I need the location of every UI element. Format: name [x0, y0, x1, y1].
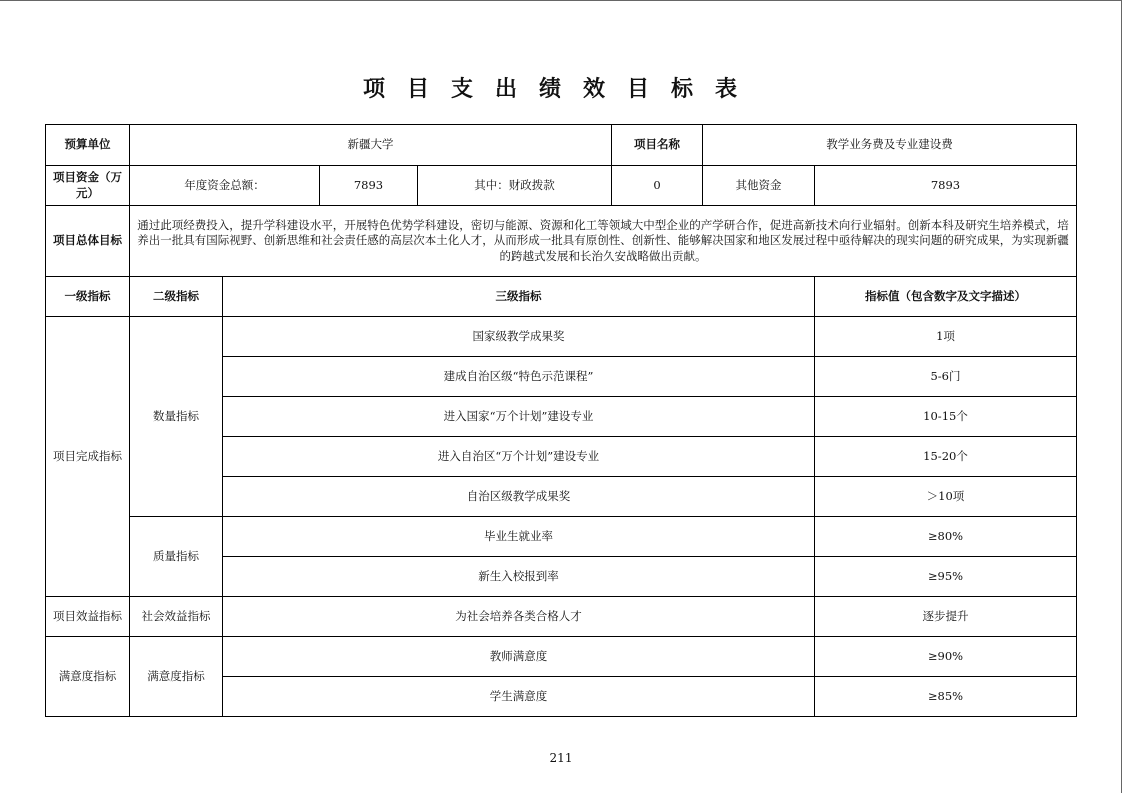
indicator-name: 自治区级教学成果奖 [223, 477, 815, 517]
satisfaction-level1-cell: 满意度指标 [46, 637, 130, 717]
performance-target-table [45, 124, 1077, 717]
overall-goal-row [46, 206, 1077, 277]
project-funds-row [46, 166, 1077, 206]
other-funds-value: 7893 [815, 166, 1077, 206]
column-header-row [46, 277, 1077, 317]
fiscal-appropriation-value: 0 [612, 166, 703, 206]
table-row [46, 317, 1077, 357]
other-funds-label: 其他资金 [703, 166, 815, 206]
project-name-label: 项目名称 [612, 125, 703, 166]
table-row [46, 517, 1077, 557]
quality-indicator-cell: 质量指标 [130, 517, 223, 597]
project-funds-label: 项目资金（万元） [46, 166, 130, 206]
completion-indicator-cell: 项目完成指标 [46, 317, 130, 597]
indicator-name: 为社会培养各类合格人才 [223, 597, 815, 637]
page-top-border [0, 0, 1121, 1]
indicator-name: 国家级教学成果奖 [223, 317, 815, 357]
indicator-value: 10-15个 [815, 397, 1077, 437]
indicator-value: ≥95% [815, 557, 1077, 597]
table-row [46, 597, 1077, 637]
indicator-value: 5-6门 [815, 357, 1077, 397]
indicator-value: ＞10项 [815, 477, 1077, 517]
indicator-value: 1项 [815, 317, 1077, 357]
social-benefit-cell: 社会效益指标 [130, 597, 223, 637]
indicator-value: ≥90% [815, 637, 1077, 677]
level2-header: 二级指标 [130, 277, 223, 317]
value-header: 指标值（包含数字及文字描述） [815, 277, 1077, 317]
budget-unit-value: 新疆大学 [130, 125, 612, 166]
indicator-value: ≥85% [815, 677, 1077, 717]
quantity-indicator-cell: 数量指标 [130, 317, 223, 517]
budget-unit-row [46, 125, 1077, 166]
indicator-name: 进入自治区“万个计划”建设专业 [223, 437, 815, 477]
indicator-value: ≥80% [815, 517, 1077, 557]
page-number: 211 [549, 751, 573, 765]
overall-goal-label: 项目总体目标 [46, 206, 130, 277]
indicator-name: 进入国家“万个计划”建设专业 [223, 397, 815, 437]
indicator-name: 毕业生就业率 [223, 517, 815, 557]
page-title: 项目支出绩效目标表 [362, 77, 759, 102]
annual-total-value: 7893 [320, 166, 418, 206]
overall-goal-text: 通过此项经费投入，提升学科建设水平，开展特色优势学科建设，密切与能源、资源和化工等领域大中型企业的产学研合作，促进高新技术向行业辐射。创新本科及研究生培养模式，培养出一批具有国际视野、创新思维和社会责任感的高层次本土化人才，从而形成一批具有原创性、创新性、能够解决国家和地区发展过程中亟待解决的现实问题的研究成果，为实现新疆的跨越式发展和长治久安战略做出贡献。 [130, 206, 1077, 277]
benefit-indicator-cell: 项目效益指标 [46, 597, 130, 637]
indicator-value: 15-20个 [815, 437, 1077, 477]
fiscal-appropriation-label: 其中：财政拨款 [418, 166, 612, 206]
satisfaction-level2-cell: 满意度指标 [130, 637, 223, 717]
budget-unit-label: 预算单位 [46, 125, 130, 166]
annual-total-label: 年度资金总额： [130, 166, 320, 206]
indicator-name: 学生满意度 [223, 677, 815, 717]
level3-header: 三级指标 [223, 277, 815, 317]
indicator-name: 教师满意度 [223, 637, 815, 677]
level1-header: 一级指标 [46, 277, 130, 317]
indicator-value: 逐步提升 [815, 597, 1077, 637]
project-name-value: 教学业务费及专业建设费 [703, 125, 1077, 166]
indicator-name: 新生入校报到率 [223, 557, 815, 597]
table-row [46, 637, 1077, 677]
indicator-name: 建成自治区级“特色示范课程” [223, 357, 815, 397]
